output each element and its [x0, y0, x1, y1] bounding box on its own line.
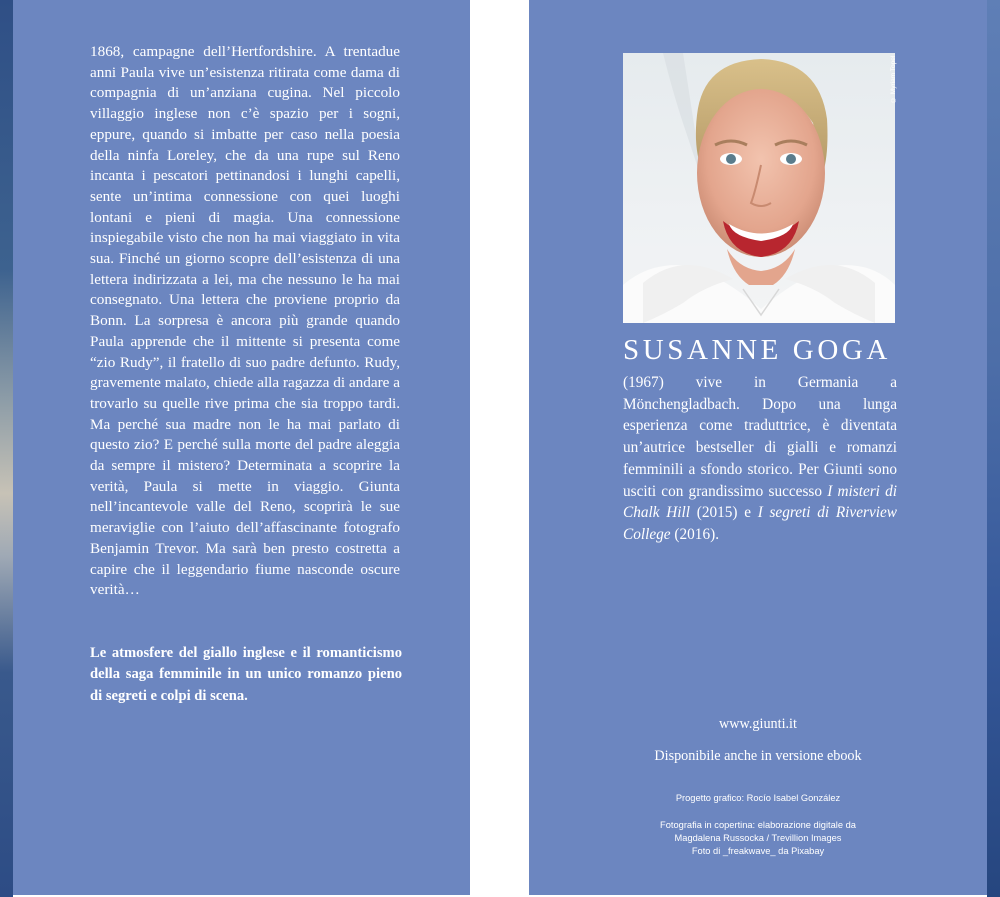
back-cover-panel — [13, 0, 470, 895]
tagline-text: Le atmosfere del giallo inglese e il romanticismo della saga femminile in un unico romanzo pieno di segreti e colpi di scena. — [90, 645, 402, 704]
author-bio — [623, 372, 897, 546]
ebook-note: Disponibile anche in versione ebook — [654, 748, 862, 764]
author-flap-panel — [529, 0, 987, 895]
cover-edge-right — [987, 0, 1000, 897]
cover-credit-line-3: Foto di _freakwave_ da Pixabay — [691, 846, 825, 857]
cover-credit-line-1: Fotografia in copertina: elaborazione digitale da — [660, 820, 856, 830]
bio-year-1: (2015) e — [690, 504, 758, 522]
cover-credit-line-2: Magdalena Russocka / Trevillion Images — [674, 833, 842, 844]
synopsis-text: 1868, campagne dell’Hertfordshire. A trentadue anni Paula vive un’esistenza ritirata come dama di compagnia di un’anziana cugina. Nel piccolo villaggio inglese non c’è spazio per i sogni, eppure, quando si imbatte per caso nella poesia della ninfa Loreley, che da una rupe sul Reno incanta i pescatori pettinandosi i lunghi capelli, sente un’intima connessione con quei luoghi lontani e pieni di magia. Una connessione inspiegabile visto che non ha mai viaggiato in vita sua. Finché un giorno scopre dell’esistenza di una lettera indirizzata a lei, ma che nessuno le ha mai consegnato. Una lettera che proviene proprio da Bonn. La sorpresa è ancora più grande quando Paula apprende che il mittente si presenta come “zio Rudy”, il fratello di suo padre defunto. Rudy, gravemente malato, chiede alla ragazza di andare a trovarlo su quelle rive prima che sia troppo tardi. Ma perché sua madre non le ha mai parlato di questo zio? E perché sulla morte del padre aleggia da sempre il mistero? Determinata a scoprire la verità, Paula si mette in viaggio. Giunta nell’incantevole valle del Reno, scoprirà le sue meraviglie con l’aiuto dell’affascinante fotografo Benjamin Trevor. Ma sarà ben presto costretta a capire che il leggendario fiume nasconde oscure verità… — [90, 43, 400, 599]
bio-year-2: (2016). — [670, 525, 720, 543]
publisher-website: www.giunti.it — [719, 716, 797, 732]
book-title-1: I misteri di Chalk Hill — [623, 482, 897, 522]
author-name: SUSANNE GOGA — [623, 334, 891, 366]
author-photo — [623, 53, 895, 323]
design-credit: Progetto grafico: Rocío Isabel González — [675, 793, 841, 803]
author-portrait-illustration — [623, 53, 895, 323]
cover-edge-left — [0, 0, 13, 897]
cover-photo-credit — [529, 819, 987, 859]
bio-intro: (1967) vive in Germania a Mönchengladbach. Dopo una lunga esperienza come traduttrice, è diventata un’autrice bestseller di gialli e romanzi femminili a sfondo storico. Per Giunti sono usciti con grandissimo successo — [623, 374, 897, 500]
photo-credit: © Myriam Topel — [890, 56, 897, 104]
book-title-2: I segreti di Riverview College — [623, 504, 897, 543]
